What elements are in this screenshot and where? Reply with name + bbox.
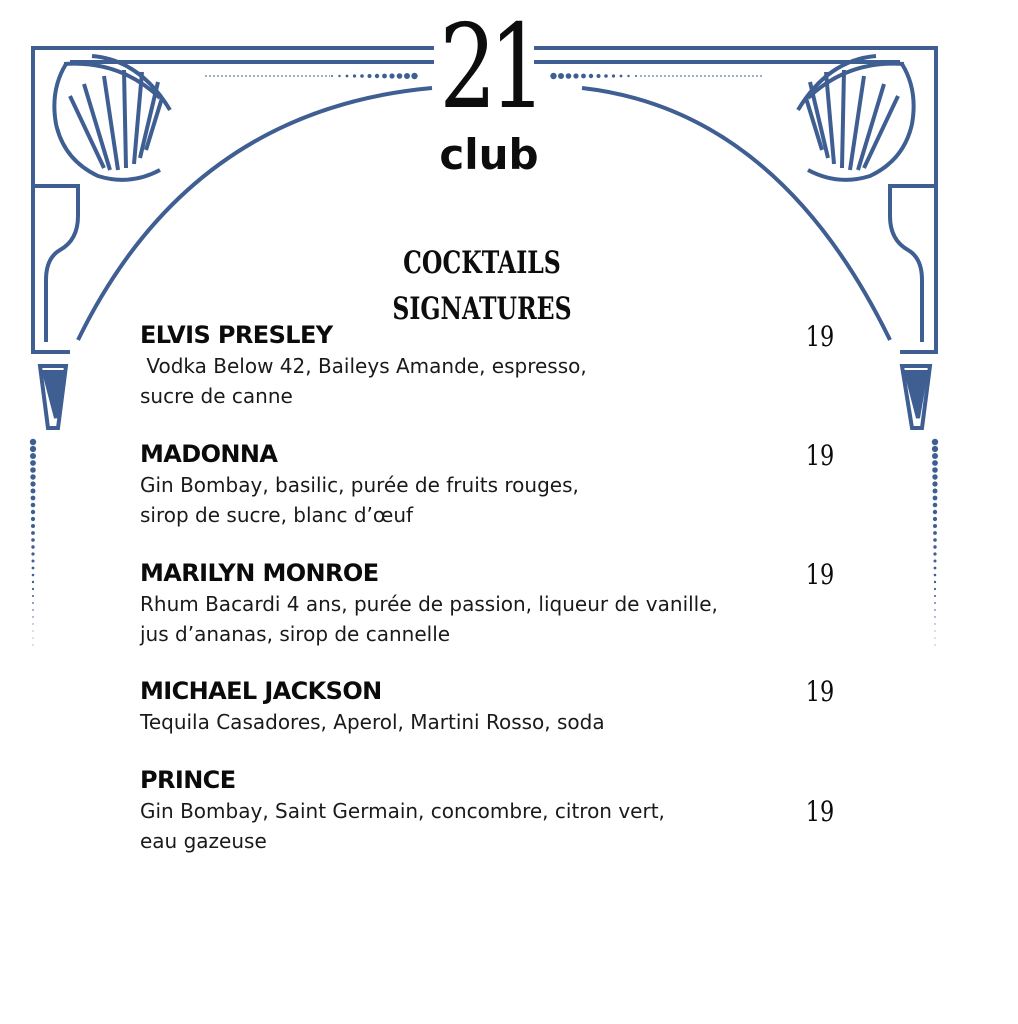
item-description-line: Rhum Bacardi 4 ans, purée de passion, liqueur de vanille,: [140, 592, 718, 616]
decorative-dot: [620, 75, 623, 78]
decorative-dot: [32, 581, 34, 583]
decorative-dot: [932, 467, 938, 473]
decorative-dot: [32, 567, 35, 570]
item-description-line: Vodka Below 42, Baileys Amande, espresso,: [140, 354, 587, 378]
decorative-dot: [935, 638, 936, 639]
decorative-dot: [31, 538, 35, 542]
decorative-dot: [32, 560, 35, 563]
decorative-dot: [360, 74, 364, 78]
decorative-dot: [627, 75, 629, 77]
decorative-dot: [933, 524, 937, 528]
decorative-dot: [932, 439, 938, 445]
decorative-dot: [597, 74, 601, 78]
decorative-dot: [933, 517, 937, 521]
decorative-dot: [30, 453, 36, 459]
decorative-dot: [375, 74, 379, 78]
decorative-dot: [566, 73, 572, 79]
decorative-dot: [31, 510, 35, 514]
decorative-dot: [933, 496, 938, 501]
decorative-dot: [934, 609, 936, 611]
decorative-dot: [368, 74, 372, 78]
decorative-dot: [604, 74, 608, 78]
item-description-line: eau gazeuse: [140, 829, 267, 853]
decorative-dot: [932, 460, 938, 466]
decorative-dot: [32, 616, 33, 617]
decorative-dot: [558, 73, 564, 79]
decorative-dot: [934, 574, 937, 577]
decorative-dot: [32, 609, 34, 611]
decorative-dot: [33, 631, 34, 632]
decorative-dot: [933, 489, 938, 494]
item-name: MADONNA: [140, 440, 278, 468]
decorative-dot: [404, 73, 410, 79]
decorative-dot: [635, 75, 637, 77]
decorative-dot: [934, 581, 936, 583]
decorative-dot: [935, 645, 936, 646]
decorative-dot: [31, 496, 36, 501]
decorative-dot: [31, 552, 34, 555]
decorative-dot: [934, 560, 937, 563]
decorative-dot: [32, 602, 34, 604]
decorative-dot: [932, 474, 937, 479]
decorative-dot: [934, 567, 937, 570]
item-price: 19: [805, 795, 835, 828]
decorative-dot: [30, 467, 36, 473]
decorative-dot: [31, 503, 36, 508]
decorative-dot: [934, 602, 936, 604]
item-name: MICHAEL JACKSON: [140, 677, 382, 705]
decorative-dot: [33, 645, 34, 646]
item-price: 19: [805, 558, 835, 591]
decorative-dot: [32, 595, 34, 597]
decorative-dot: [932, 453, 938, 459]
decorative-dot: [612, 74, 615, 77]
item-description-line: sucre de canne: [140, 384, 293, 408]
item-name: PRINCE: [140, 766, 236, 794]
decorative-dot: [933, 538, 937, 542]
decorative-dot: [331, 75, 333, 77]
decorative-dot: [30, 481, 35, 486]
decorative-dot: [31, 545, 34, 548]
decorative-dot: [934, 623, 935, 624]
decorative-dot: [30, 446, 36, 452]
decorative-dot: [411, 73, 417, 79]
item-name: ELVIS PRESLEY: [140, 321, 333, 349]
decorative-dot: [382, 74, 387, 79]
decorative-dot: [932, 446, 938, 452]
decorative-dot: [581, 74, 586, 79]
decorative-dot: [353, 74, 356, 77]
item-description-line: jus d’ananas, sirop de cannelle: [140, 622, 451, 646]
decorative-dot: [932, 481, 937, 486]
decorative-dot: [933, 545, 936, 548]
decorative-dot: [31, 517, 35, 521]
decorative-dot: [934, 588, 936, 590]
decorative-dot: [30, 460, 36, 466]
section-title: COCKTAILS SIGNATURES: [392, 245, 572, 327]
decorative-dot: [32, 588, 34, 590]
item-description-line: Gin Bombay, basilic, purée de fruits rouges,: [140, 473, 579, 497]
decorative-dot: [933, 503, 938, 508]
logo-word: club: [439, 130, 539, 179]
decorative-dot: [934, 616, 935, 617]
decorative-dot: [33, 638, 34, 639]
logo-number: 21: [439, 0, 539, 135]
item-price: 19: [805, 675, 835, 708]
decorative-dot: [30, 439, 36, 445]
decorative-dot: [933, 510, 937, 514]
decorative-dot: [346, 75, 349, 78]
item-price: 19: [805, 320, 835, 353]
item-name: MARILYN MONROE: [140, 559, 379, 587]
decorative-dot: [338, 75, 340, 77]
decorative-dot: [397, 73, 403, 79]
item-price: 19: [805, 439, 835, 472]
decorative-dot: [573, 73, 578, 78]
item-description-line: Gin Bombay, Saint Germain, concombre, citron vert,: [140, 799, 665, 823]
decorative-dot: [31, 531, 35, 535]
decorative-dot: [935, 631, 936, 632]
item-description-line: sirop de sucre, blanc d’œuf: [140, 503, 414, 527]
decorative-dot: [32, 574, 35, 577]
decorative-dot: [934, 595, 936, 597]
decorative-dot: [589, 74, 593, 78]
decorative-dot: [933, 552, 936, 555]
item-description-line: Tequila Casadores, Aperol, Martini Rosso, soda: [140, 710, 605, 734]
decorative-dot: [30, 474, 35, 479]
decorative-dot: [31, 524, 35, 528]
decorative-dot: [32, 623, 33, 624]
decorative-dot: [389, 73, 394, 78]
decorative-dot: [31, 489, 36, 494]
decorative-dot: [933, 531, 937, 535]
